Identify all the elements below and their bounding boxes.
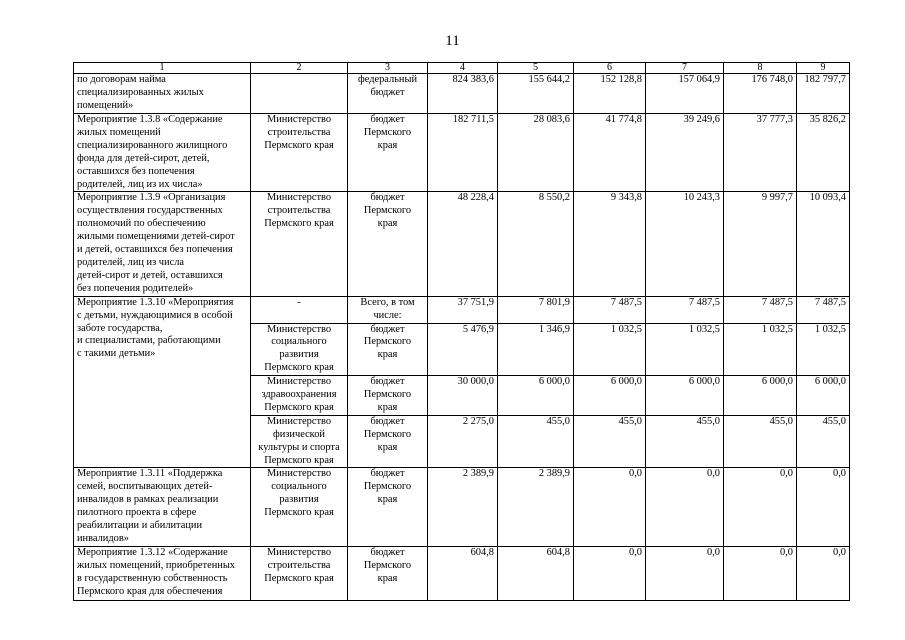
cell-text-line: социального [271,336,327,348]
cell-text-line: бюджет [370,114,405,125]
cell-text-line: родителей, лиц из числа [77,256,185,268]
measure-name-cell [74,296,251,468]
amount-cell: 455,0 [724,415,797,468]
cell-text-line: пилотного проекта в сфере [77,507,197,519]
cell-text-line: края [377,572,398,584]
cell-text-line: Министерство [266,114,332,125]
amount-cell: 2 389,9 [498,468,574,546]
amount-cell: 6 000,0 [498,376,574,416]
cell-text-line: Мероприятие 1.3.11 «Поддержка [77,468,223,480]
cell-text-line: бюджет [370,192,405,204]
amount-cell: 157 064,9 [646,74,724,114]
amount-cell: 0,0 [574,546,646,600]
measure-name-cell [74,114,251,192]
amount-cell: 10 243,3 [646,192,724,296]
cell-text-line: края [377,349,398,361]
cell-text-line: без попечения родителей» [77,282,194,294]
cell-text-line: Пермского [363,205,412,217]
amount-cell: 1 032,5 [574,323,646,376]
cell-text-line: и детей, оставшихся без попечения [77,244,233,256]
cell-text-line: инвалидов» [77,533,129,544]
executor-cell [251,415,348,468]
cell-text-line: семей, воспитывающих детей- [77,481,213,493]
cell-text-line: края [377,218,398,230]
column-number-row [74,63,850,74]
cell-text-line: фонда для детей-сирот, детей, [77,152,210,164]
cell-text-line: физической [273,428,325,440]
amount-cell: 0,0 [724,546,797,600]
cell-text-line: в государственную собственность [77,572,228,584]
amount-cell: 0,0 [646,546,724,600]
cell-text-line: - [297,296,301,308]
amount-cell: 0,0 [797,546,850,600]
cell-text-line: Министерство [266,376,332,388]
cell-text-line: Мероприятие 1.3.10 «Мероприятия [77,296,234,308]
amount-cell: 7 801,9 [498,296,574,323]
amount-cell: 152 128,8 [574,74,646,114]
amount-cell: 7 487,5 [724,296,797,323]
amount-cell: 48 228,4 [428,192,498,296]
amount-cell: 1 032,5 [646,323,724,376]
executor-cell [251,376,348,416]
column-number-cell: 1 [74,63,251,74]
cell-text-line: и специалистами, работающими [77,335,221,347]
budget-table [73,62,850,601]
cell-text-line: бюджет [370,323,405,335]
cell-text-line: Пермского [363,126,412,138]
cell-text-line: специализированных жилых [77,86,204,98]
cell-text-line: социального [271,481,327,493]
amount-cell: 455,0 [498,415,574,468]
cell-text-line: Пермского края [264,507,334,519]
measure-name-cell [74,74,251,114]
cell-text-line: жилых помещений [77,126,161,138]
amount-cell: 6 000,0 [797,376,850,416]
column-number-cell: 5 [498,63,574,74]
measure-name-cell [74,192,251,296]
measure-name-cell [74,468,251,546]
cell-text-line: по договорам найма [77,74,166,85]
amount-cell: 1 032,5 [724,323,797,376]
cell-text-line: бюджет [370,468,405,480]
amount-cell: 182 797,7 [797,74,850,114]
executor-cell [251,468,348,546]
amount-cell: 455,0 [646,415,724,468]
cell-text-line: Пермского [363,336,412,348]
column-number-cell: 4 [428,63,498,74]
cell-text-line: культуры и спорта [258,441,340,453]
cell-text-line: края [377,401,398,413]
cell-text-line: Пермского края для обеспечения [77,585,223,597]
amount-cell: 1 346,9 [498,323,574,376]
cell-text-line: специализированного жилищного [77,139,228,151]
amount-cell: 39 249,6 [646,114,724,192]
amount-cell: 455,0 [574,415,646,468]
funding-source-cell [348,468,428,546]
amount-cell: 37 751,9 [428,296,498,323]
funding-source-cell [348,114,428,192]
cell-text-line: полномочий по обеспечению [77,218,206,230]
funding-source-cell [348,323,428,376]
executor-cell [251,192,348,296]
cell-text-line: Всего, в том [360,296,415,308]
funding-source-cell [348,376,428,416]
funding-source-cell [348,74,428,114]
cell-text-line: Министерство [266,192,332,204]
amount-cell: 155 644,2 [498,74,574,114]
cell-text-line: строительства [267,205,331,217]
amount-cell: 7 487,5 [574,296,646,323]
amount-cell: 10 093,4 [797,192,850,296]
amount-cell: 824 383,6 [428,74,498,114]
cell-text-line: инвалидов в рамках реализации [77,494,219,506]
cell-text-line: строительства [267,559,331,571]
cell-text-line: Пермского края [264,139,334,151]
cell-text-line: осуществления государственных [77,205,223,217]
funding-source-cell [348,192,428,296]
amount-cell: 30 000,0 [428,376,498,416]
cell-text-line: Пермского края [264,401,334,413]
executor-cell [251,546,348,600]
amount-cell: 1 032,5 [797,323,850,376]
measure-name-cell [74,546,251,600]
column-number-cell: 6 [574,63,646,74]
cell-text-line: края [377,139,398,151]
cell-text-line: здравоохранения [261,389,337,401]
cell-text-line: Пермского края [264,362,334,374]
cell-text-line: Пермского [363,389,412,401]
amount-cell: 2 389,9 [428,468,498,546]
cell-text-line: с детьми, нуждающимися в особой [77,309,233,321]
column-number-cell: 7 [646,63,724,74]
cell-text-line: бюджет [370,376,405,388]
table-row [74,192,850,296]
cell-text-line: жилыми помещениями детей-сирот [77,231,235,243]
funding-source-cell [348,415,428,468]
amount-cell: 7 487,5 [797,296,850,323]
column-number-cell: 9 [797,63,850,74]
cell-text-line: Министерство [266,415,332,427]
cell-text-line: Мероприятие 1.3.9 «Организация [77,192,226,204]
amount-cell: 41 774,8 [574,114,646,192]
table-row [74,546,850,600]
amount-cell: 0,0 [574,468,646,546]
column-number-cell: 3 [348,63,428,74]
cell-text-line: жилых помещений, приобретенных [77,559,235,571]
cell-text-line: Мероприятие 1.3.8 «Содержание [77,114,223,125]
amount-cell: 6 000,0 [574,376,646,416]
cell-text-line: края [377,441,398,453]
cell-text-line: Пермского [363,559,412,571]
table-row [74,468,850,546]
amount-cell: 2 275,0 [428,415,498,468]
cell-text-line: Пермского края [264,572,334,584]
cell-text-line: Мероприятие 1.3.12 «Содержание [77,546,228,558]
amount-cell: 35 826,2 [797,114,850,192]
cell-text-line: Пермского края [264,454,334,466]
amount-cell: 182 711,5 [428,114,498,192]
cell-text-line: бюджет [370,86,405,98]
amount-cell: 604,8 [498,546,574,600]
amount-cell: 6 000,0 [724,376,797,416]
cell-text-line: Пермского края [264,218,334,230]
funding-source-cell [348,296,428,323]
cell-text-line: федеральный [357,74,418,85]
amount-cell: 9 343,8 [574,192,646,296]
amount-cell: 6 000,0 [646,376,724,416]
cell-text-line: детей-сирот и детей, оставшихся [77,269,223,281]
cell-text-line: заботе государства, [77,322,163,334]
cell-text-line: края [377,494,398,506]
cell-text-line: развития [279,349,319,361]
executor-cell [251,296,348,323]
table-row [74,74,850,114]
amount-cell: 604,8 [428,546,498,600]
amount-cell: 37 777,3 [724,114,797,192]
funding-source-cell [348,546,428,600]
amount-cell: 28 083,6 [498,114,574,192]
cell-text-line: бюджет [370,546,405,558]
cell-text-line: Министерство [266,468,332,480]
cell-text-line: Министерство [266,546,332,558]
amount-cell: 176 748,0 [724,74,797,114]
amount-cell: 0,0 [646,468,724,546]
cell-text-line: Пермского [363,481,412,493]
cell-text-line: реабилитации и абилитации [77,520,203,532]
cell-text-line: родителей, лиц из их числа» [77,178,203,190]
amount-cell: 7 487,5 [646,296,724,323]
cell-text-line: развития [279,494,319,506]
cell-text-line: помещений» [77,99,134,111]
table-row [74,296,850,323]
column-number-cell: 8 [724,63,797,74]
executor-cell [251,74,348,114]
page-number: 11 [445,33,460,49]
cell-text-line: Пермского [363,428,412,440]
cell-text-line: оставшихся без попечения [77,165,195,177]
cell-text-line: Министерство [266,323,332,335]
amount-cell: 8 550,2 [498,192,574,296]
amount-cell: 455,0 [797,415,850,468]
executor-cell [251,114,348,192]
executor-cell [251,323,348,376]
amount-cell: 0,0 [724,468,797,546]
cell-text-line: бюджет [370,415,405,427]
cell-text-line: строительства [267,126,331,138]
cell-text-line: с такими детьми» [77,348,156,360]
column-number-cell: 2 [251,63,348,74]
cell-text-line: числе: [373,309,402,321]
amount-cell: 0,0 [797,468,850,546]
amount-cell: 9 997,7 [724,192,797,296]
amount-cell: 5 476,9 [428,323,498,376]
table-row [74,114,850,192]
